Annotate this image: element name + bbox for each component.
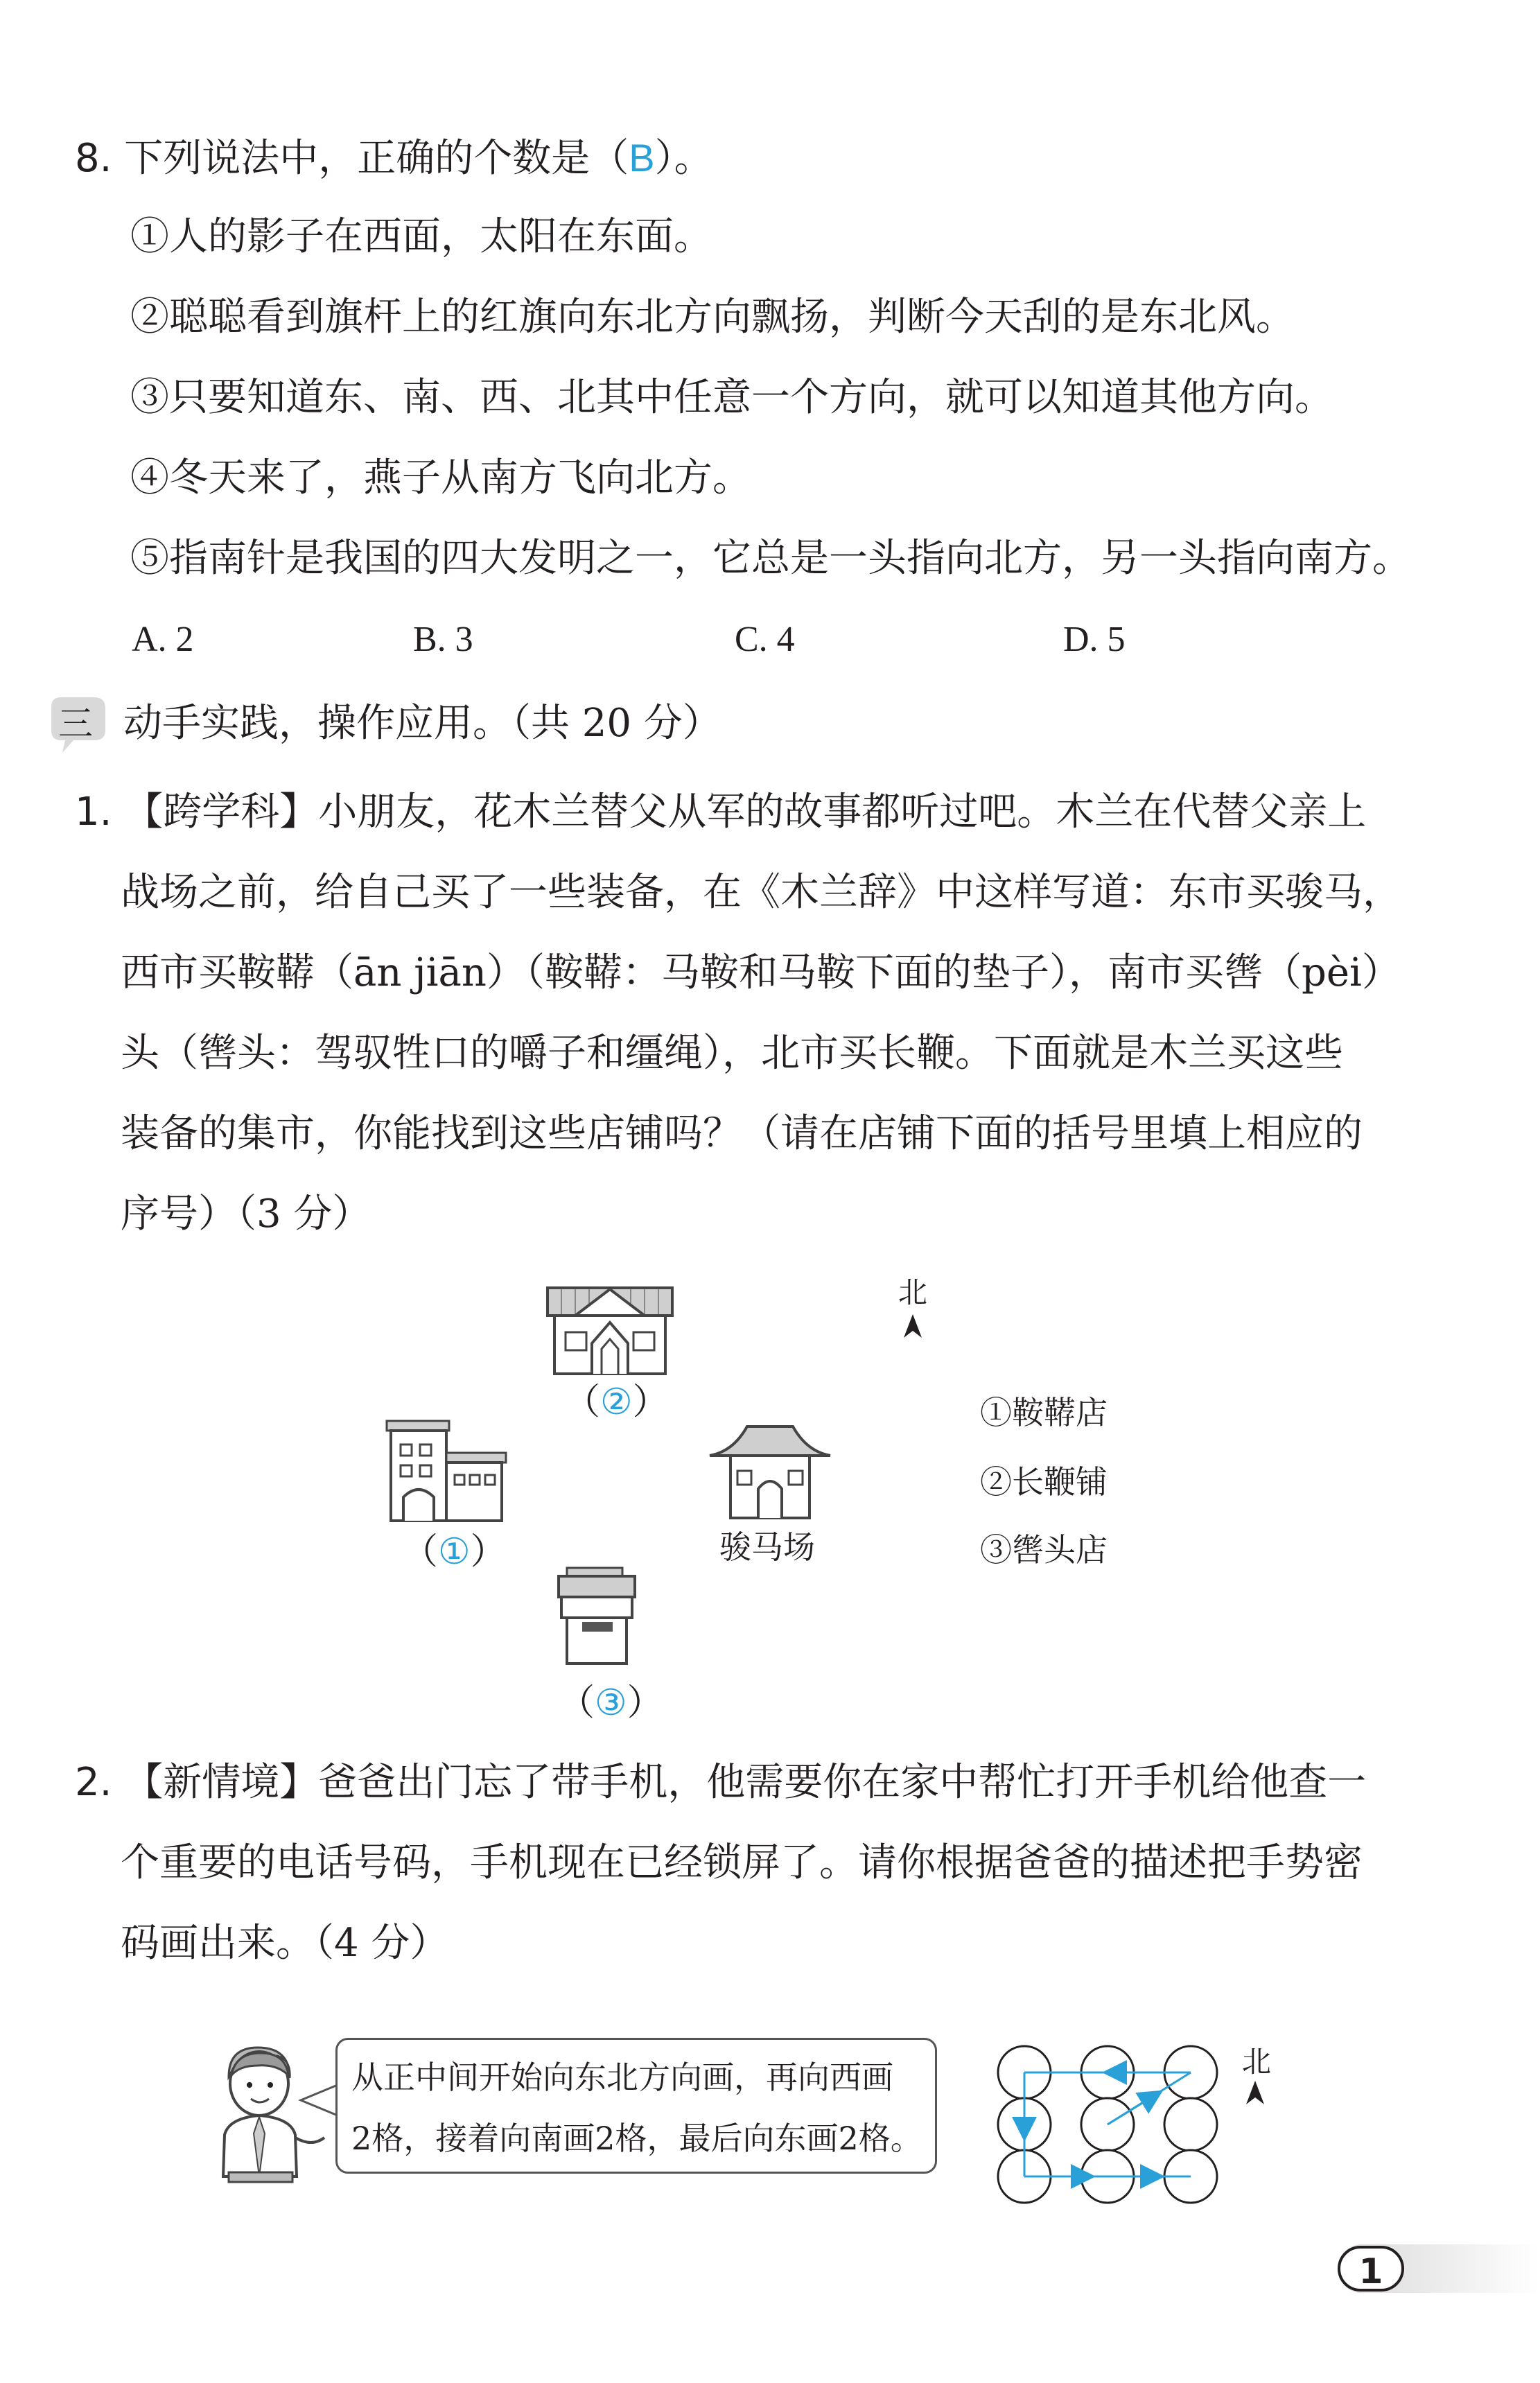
q8-statement-4: ④冬天来了，燕子从南方飞向北方。 bbox=[130, 455, 751, 500]
north-answer: ② bbox=[600, 1382, 633, 1422]
section-score: （共 20 分） bbox=[511, 701, 721, 746]
q8-statement-1: ①人的影子在西面，太阳在东面。 bbox=[130, 214, 712, 259]
page-number: 1 bbox=[1338, 2246, 1404, 2292]
west-answer: ① bbox=[438, 1532, 471, 1572]
legend-item-2: ②长鞭铺 bbox=[980, 1463, 1108, 1501]
bubble-tail bbox=[298, 2079, 340, 2121]
q1-line-2: 战场之前，给自己买了一些装备，在《木兰辞》中这样写道：东市买骏马， bbox=[121, 870, 1401, 915]
q8-option-d: D. 5 bbox=[1063, 620, 1126, 659]
gesture-grid bbox=[990, 2038, 1239, 2211]
q8-option-b: B. 3 bbox=[413, 620, 473, 659]
q8-stem-before: 下列说法中，正确的个数是（ bbox=[124, 136, 629, 181]
legend-item-1: ①鞍鞯店 bbox=[980, 1394, 1108, 1431]
north-shop-answer bbox=[564, 1372, 669, 1424]
west-shop-icon bbox=[380, 1414, 511, 1525]
q1-number: 1. bbox=[75, 789, 112, 835]
south-paren-close: ） bbox=[627, 1682, 663, 1724]
south-shop-icon bbox=[552, 1564, 642, 1668]
q2-text-1: 爸爸出门忘了带手机，他需要你在家中帮忙打开手机给他查一 bbox=[318, 1760, 1367, 1805]
grid-dot-6 bbox=[1164, 2098, 1217, 2151]
horse-ground-icon bbox=[706, 1413, 834, 1524]
q2-tag: 【新情境】 bbox=[124, 1760, 319, 1805]
speech-bubble bbox=[335, 2038, 937, 2174]
q2-number: 2. bbox=[75, 1760, 112, 1805]
q1-line-1 bbox=[75, 785, 1366, 840]
section-badge-label: 三 bbox=[58, 704, 93, 744]
south-paren-open: （ bbox=[559, 1682, 595, 1724]
south-answer: ③ bbox=[595, 1683, 627, 1723]
q8-statement-3: ③只要知道东、南、西、北其中任意一个方向，就可以知道其他方向。 bbox=[130, 375, 1333, 420]
q8-option-a: A. 2 bbox=[132, 620, 194, 659]
q8-number: 8. bbox=[75, 136, 112, 181]
legend-item-3: ③辔头店 bbox=[980, 1531, 1108, 1569]
q1-line-6: 序号）（3 分） bbox=[121, 1192, 371, 1237]
bubble-line-2: 2格，接着向南画2格，最后向东画2格。 bbox=[351, 2120, 922, 2157]
q2-north-arrow-icon bbox=[1245, 2079, 1266, 2107]
q1-line-5: 装备的集市，你能找到这些店铺吗？（请在店铺下面的括号里填上相应的 bbox=[121, 1111, 1363, 1156]
q1-north-label: 北 bbox=[898, 1275, 928, 1309]
q2-line-2: 个重要的电话号码，手机现在已经锁屏了。请你根据爸爸的描述把手势密 bbox=[121, 1840, 1363, 1885]
q8-stem-after: ）。 bbox=[654, 136, 713, 181]
north-paren-close: ） bbox=[632, 1381, 669, 1423]
q8-stem bbox=[75, 130, 713, 186]
q1-north-arrow-icon bbox=[902, 1313, 923, 1341]
q1-text-1: 小朋友，花木兰替父从军的故事都听过吧。木兰在代替父亲上 bbox=[318, 789, 1367, 835]
section-title-text: 动手实践，操作应用。 bbox=[123, 701, 511, 746]
horse-ground-label: 骏马场 bbox=[719, 1528, 815, 1566]
west-paren-close: ） bbox=[470, 1531, 507, 1573]
north-shop-icon bbox=[541, 1274, 679, 1378]
west-paren-open: （ bbox=[402, 1531, 439, 1573]
q1-line-4: 头（辔头：驾驭牲口的嚼子和缰绳），北市买长鞭。下面就是木兰买这些 bbox=[121, 1031, 1343, 1076]
q1-line-3: 西市买鞍鞯（ān jiān）（鞍鞯：马鞍和马鞍下面的垫子），南市买辔（pèi） bbox=[121, 950, 1401, 995]
north-paren-open: （ bbox=[564, 1381, 601, 1423]
q2-line-3: 码画出来。（4 分） bbox=[121, 1921, 449, 1966]
q8-option-c: C. 4 bbox=[735, 620, 795, 659]
q8-answer: B bbox=[629, 136, 655, 180]
q2-line-1 bbox=[75, 1755, 1366, 1810]
section-title bbox=[123, 696, 721, 751]
bubble-line-1: 从正中间开始向东北方向画，再向西画 bbox=[351, 2059, 893, 2096]
q2-north-label: 北 bbox=[1242, 2045, 1272, 2079]
q1-tag: 【跨学科】 bbox=[124, 789, 319, 835]
q8-statement-2: ②聪聪看到旗杆上的红旗向东北方向飘扬，判断今天刮的是东北风。 bbox=[130, 295, 1295, 340]
south-shop-answer bbox=[559, 1673, 663, 1725]
west-shop-answer bbox=[402, 1522, 507, 1574]
q8-statement-5: ⑤指南针是我国的四大发明之一，它总是一头指向北方，另一头指向南方。 bbox=[130, 536, 1411, 581]
